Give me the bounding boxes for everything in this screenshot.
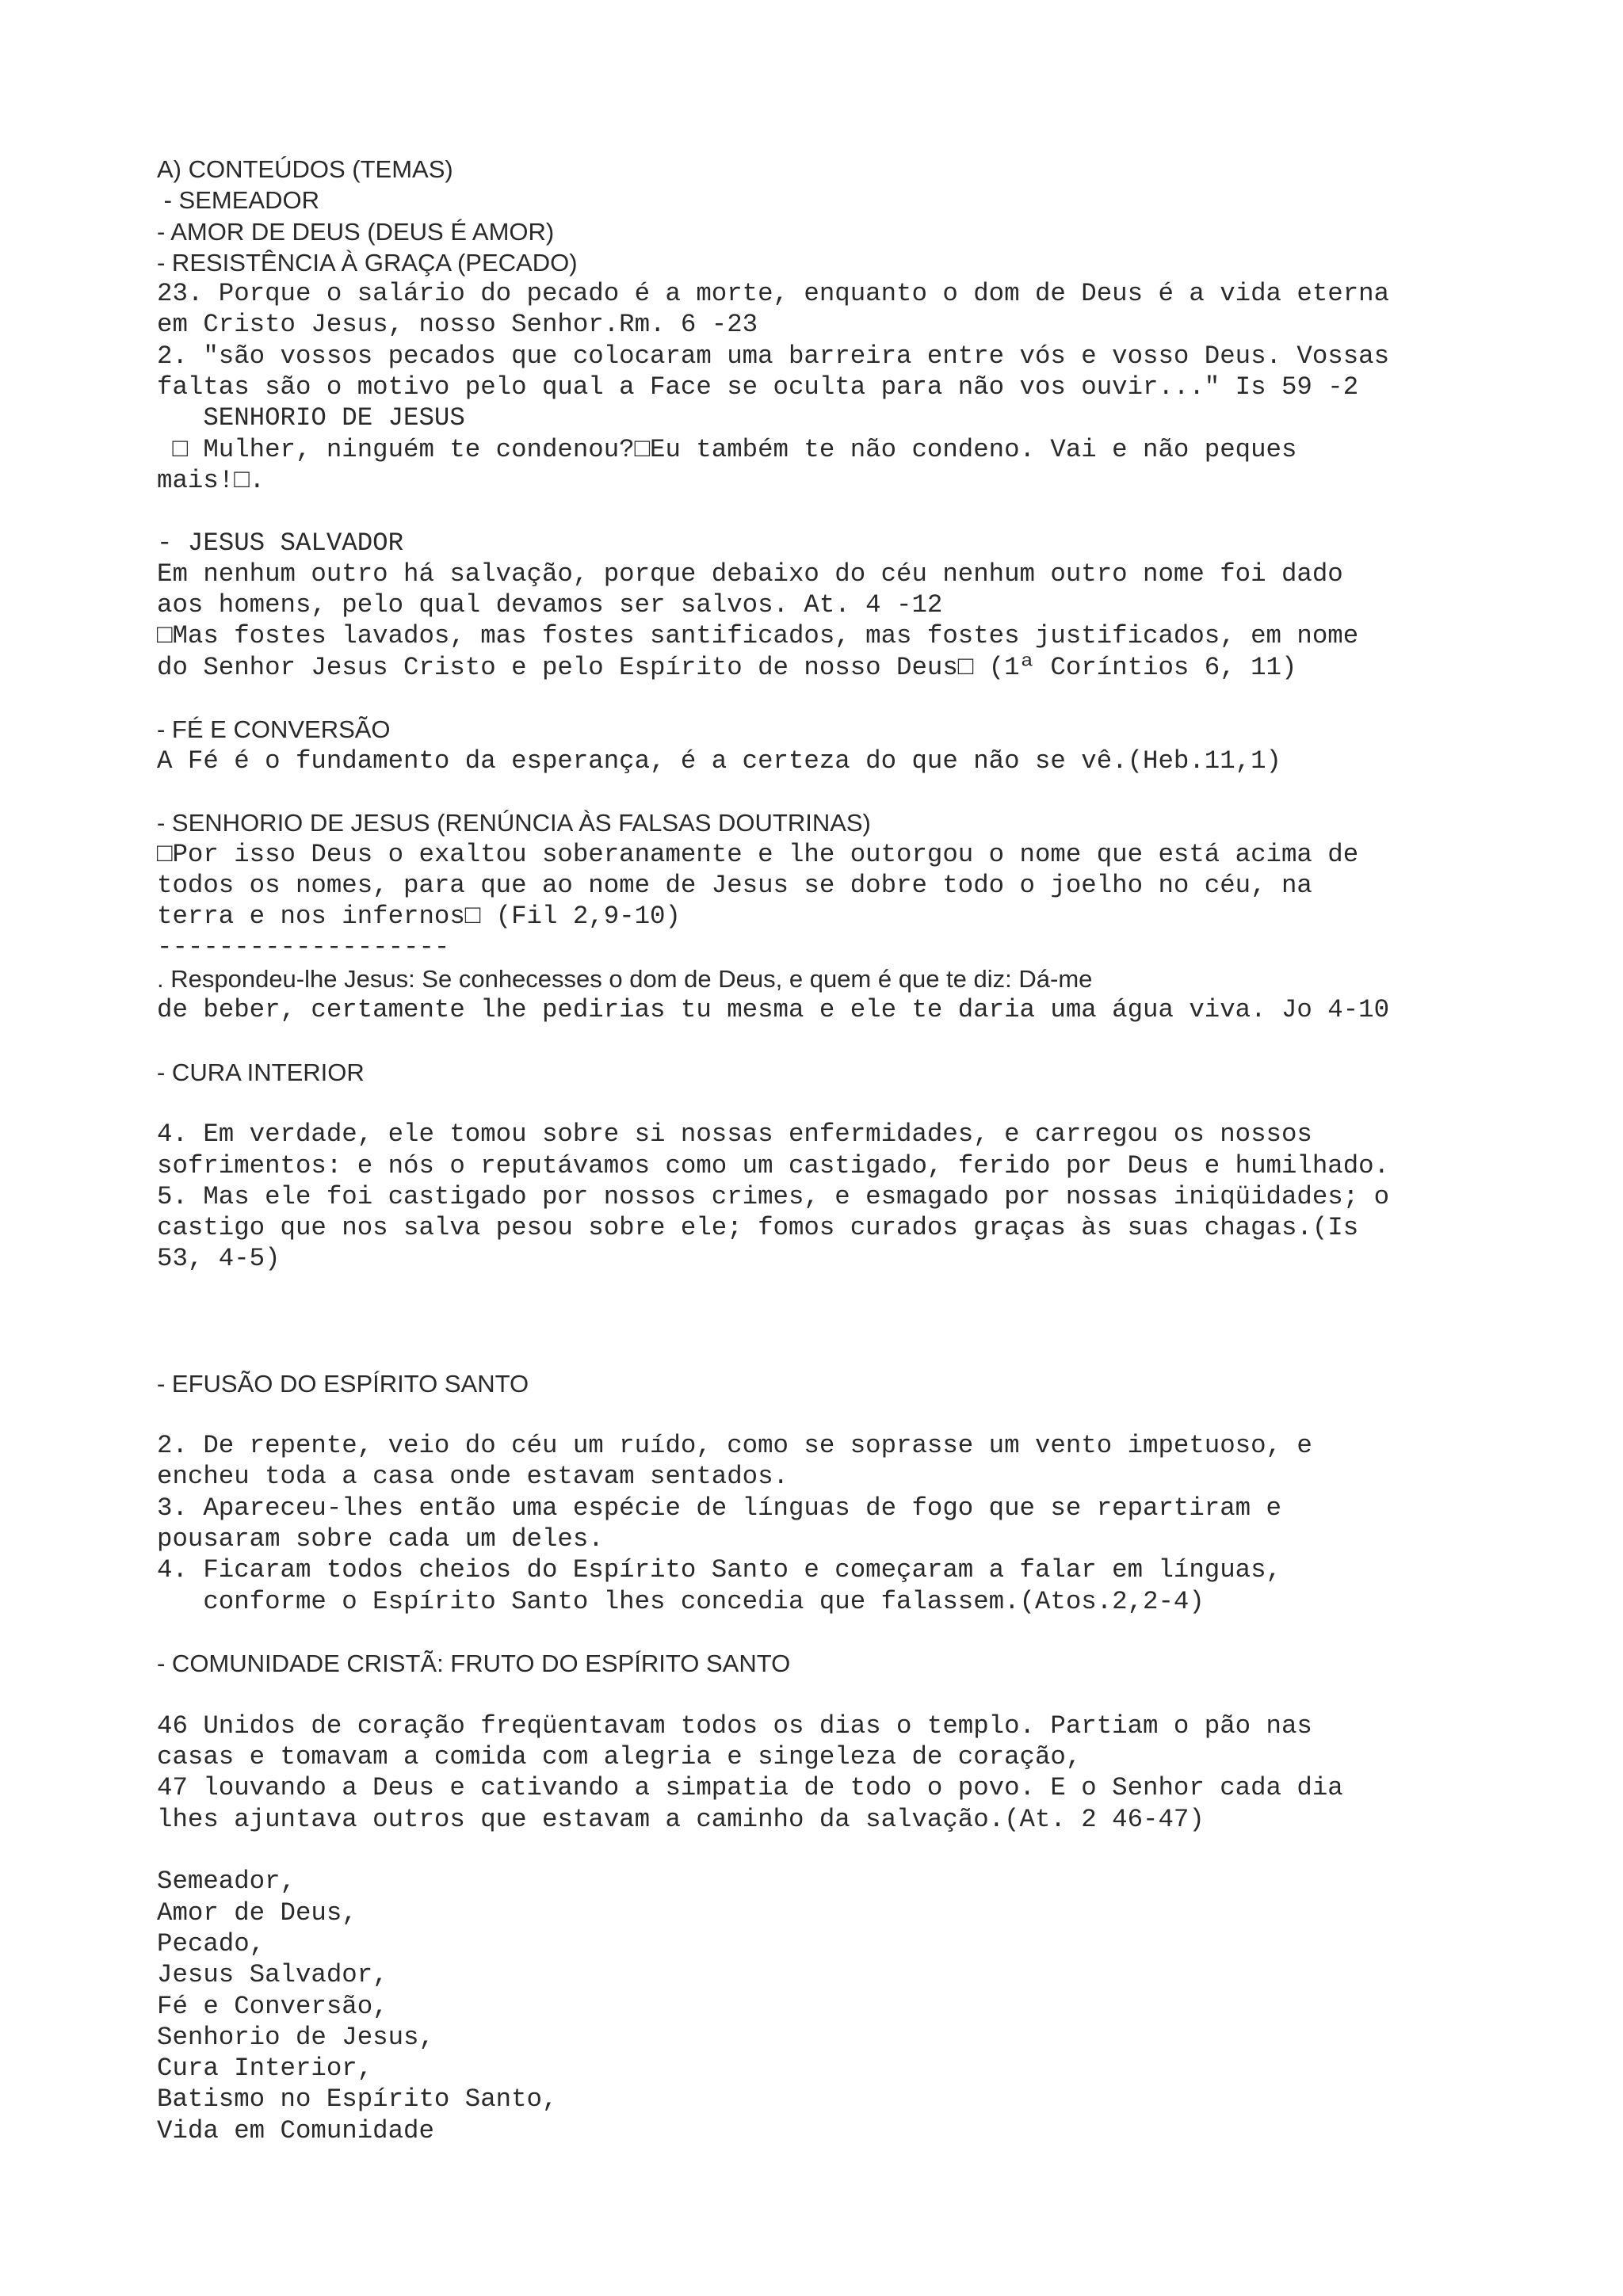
text-line: Senhorio de Jesus, — [157, 2022, 434, 2052]
text-line: 47 louvando a Deus e cativando a simpatia de todo o povo. E o Senhor cada dia — [157, 1773, 1343, 1803]
text-line: encheu toda a casa onde estavam sentados. — [157, 1462, 789, 1492]
text-line: - CURA INTERIOR — [157, 1058, 365, 1086]
text-line: do Senhor Jesus Cristo e pelo Espírito de nosso Deus□ (1ª Coríntios 6, 11) — [157, 652, 1297, 682]
document-body — [157, 154, 1607, 2146]
text-line: em Cristo Jesus, nosso Senhor.Rm. 6 -23 — [157, 310, 758, 340]
text-line: □Por isso Deus o exaltou soberanamente e lhe outorgou o nome que está acima de — [157, 839, 1359, 869]
blank-line — [157, 496, 1607, 527]
text-line: Cura Interior, — [157, 2054, 373, 2084]
text-line: Pecado, — [157, 1928, 265, 1958]
blank-line — [157, 1680, 1607, 1711]
text-line: □ Mulher, ninguém te condenou?□Eu também te não condeno. Vai e não peques — [157, 434, 1297, 464]
text-line: SENHORIO DE JESUS — [157, 403, 465, 433]
text-line: sofrimentos: e nós o reputávamos como um castigado, ferido por Deus e humilhado. — [157, 1150, 1390, 1180]
text-line: Amor de Deus, — [157, 1897, 357, 1928]
text-line: - SEMEADOR — [157, 186, 319, 215]
text-line: 23. Porque o salário do pecado é a morte, enquanto o dom de Deus é a vida eterna — [157, 279, 1390, 309]
text-line: Em nenhum outro há salvação, porque debaixo do céu nenhum outro nome foi dado — [157, 559, 1343, 589]
text-line: 3. Apareceu-lhes então uma espécie de línguas de fogo que se repartiram e — [157, 1493, 1281, 1523]
text-line: pousaram sobre cada um deles. — [157, 1524, 604, 1554]
text-line: - EFUSÃO DO ESPÍRITO SANTO — [157, 1369, 529, 1398]
blank-line — [157, 1306, 1607, 1337]
blank-line — [157, 776, 1607, 807]
text-line: faltas são o motivo pelo qual a Face se oculta para não vos ouvir..." Is 59 -2 — [157, 372, 1359, 402]
blank-line — [157, 1275, 1607, 1306]
blank-line — [157, 1088, 1607, 1119]
text-line: Vida em Comunidade — [157, 2115, 434, 2145]
text-line: todos os nomes, para que ao nome de Jesus se dobre todo o joelho no céu, na — [157, 870, 1312, 900]
text-line: 53, 4-5) — [157, 1244, 281, 1274]
text-line: aos homens, pelo qual devamos ser salvos. At. 4 -12 — [157, 590, 943, 620]
text-line: A) CONTEÚDOS (TEMAS) — [157, 155, 453, 183]
text-line: Batismo no Espírito Santo, — [157, 2084, 558, 2115]
text-line: 2. De repente, veio do céu um ruído, como se soprasse um vento impetuoso, e — [157, 1431, 1312, 1461]
text-line: - AMOR DE DEUS (DEUS É AMOR) — [157, 217, 555, 246]
text-line: - SENHORIO DE JESUS (RENÚNCIA ÀS FALSAS DOUTRINAS) — [157, 809, 871, 837]
text-line: A Fé é o fundamento da esperança, é a certeza do que não se vê.(Heb.11,1) — [157, 746, 1281, 776]
text-line: lhes ajuntava outros que estavam a caminho da salvação.(At. 2 46-47) — [157, 1804, 1205, 1834]
text-line: - RESISTÊNCIA À GRAÇA (PECADO) — [157, 248, 578, 277]
blank-line — [157, 1399, 1607, 1430]
text-line: ------------------- — [157, 933, 450, 963]
text-line: casas e tomavam a comida com alegria e singeleza de coração, — [157, 1742, 1082, 1772]
text-line: 4. Ficaram todos cheios do Espírito Santo e começaram a falar em línguas, — [157, 1555, 1281, 1585]
blank-line — [157, 1025, 1607, 1056]
text-line: . Respondeu-lhe Jesus: Se conhecesses o dom de Deus, e quem é que te diz: Dá-me — [157, 964, 1093, 993]
text-line: □Mas fostes lavados, mas fostes santificados, mas fostes justificados, em nome — [157, 621, 1359, 651]
text-line: conforme o Espírito Santo lhes concedia que falassem.(Atos.2,2-4) — [157, 1586, 1205, 1616]
blank-line — [157, 1617, 1607, 1648]
blank-line — [157, 683, 1607, 714]
text-line: 2. "são vossos pecados que colocaram uma barreira entre vós e vosso Deus. Vossas — [157, 341, 1390, 371]
text-line: Jesus Salvador, — [157, 1960, 388, 1990]
text-line: 5. Mas ele foi castigado por nossos crimes, e esmagado por nossas iniqüidades; o — [157, 1181, 1390, 1211]
text-line: Fé e Conversão, — [157, 1991, 388, 2021]
text-line: de beber, certamente lhe pedirias tu mesma e ele te daria uma água viva. Jo 4-10 — [157, 995, 1390, 1025]
text-line: 46 Unidos de coração freqüentavam todos os dias o templo. Partiam o pão nas — [157, 1711, 1312, 1741]
text-line: Semeador, — [157, 1867, 296, 1897]
text-line: - FÉ E CONVERSÃO — [157, 715, 391, 744]
text-line: terra e nos infernos□ (Fil 2,9-10) — [157, 902, 681, 932]
text-line: - COMUNIDADE CRISTÃ: FRUTO DO ESPÍRITO SANTO — [157, 1650, 791, 1678]
text-line: mais!□. — [157, 465, 265, 495]
blank-line — [157, 1337, 1607, 1367]
text-line: castigo que nos salva pesou sobre ele; fomos curados graças às suas chagas.(Is — [157, 1213, 1359, 1243]
text-line: - JESUS SALVADOR — [157, 528, 404, 558]
text-line: 4. Em verdade, ele tomou sobre si nossas enfermidades, e carregou os nossos — [157, 1119, 1312, 1150]
blank-line — [157, 1835, 1607, 1866]
